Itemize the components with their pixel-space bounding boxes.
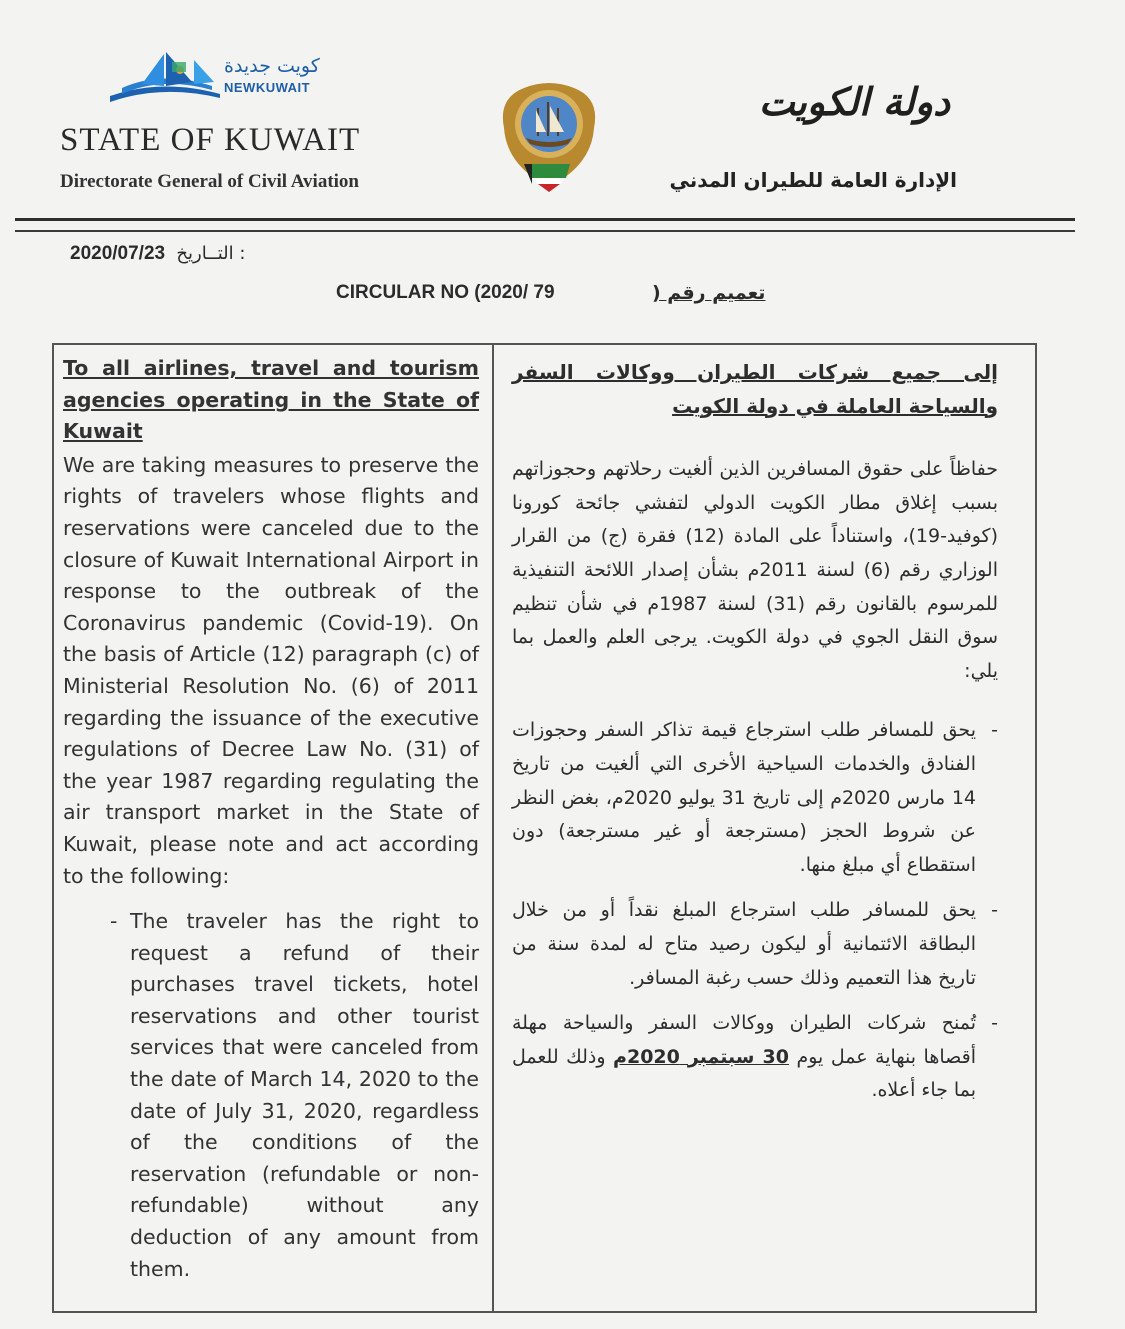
arabic-heading: إلى جميع شركات الطيران ووكالات السفر والسياحة العاملة في دولة الكويت <box>512 360 998 418</box>
arabic-bullet <box>512 714 998 882</box>
arabic-bullet-text: يحق للمسافر طلب استرجاع قيمة تذاكر السفر وحجوزات الفنادق والخدمات السياحية الأخرى التي ألغيت من تاريخ 14 مارس 2020م إلى تاريخ 31 يوليو 2020م، بغض النظر عن شروط الحجز (مسترجعة أو غير مسترجعة) دون استقطاع أي مبلغ منها. <box>512 719 976 876</box>
bullet-dash: - <box>991 719 998 742</box>
deadline-date: 30 سبتمبر 2020م <box>613 1045 789 1068</box>
arabic-bullet-text-end: وذلك للعمل بما جاء أعلاه. <box>512 1045 976 1102</box>
bullet-dash: - <box>991 1012 998 1035</box>
circular-number-arabic: تعميم رقم ( <box>652 282 766 304</box>
arabic-bullet <box>512 894 998 995</box>
state-title-arabic: دولة الكويت <box>758 80 950 124</box>
arabic-bullet-text: يحق للمسافر طلب استرجاع المبلغ نقداً أو من خلال البطاقة الائتمانية أو ليكون رصيد متاح له لمدة سنة من تاريخ هذا التعميم وذلك حسب رغبة المسافر. <box>512 899 976 989</box>
date-value: 2020/07/23 <box>70 243 166 264</box>
date-line <box>70 243 245 265</box>
arabic-column <box>512 356 998 1108</box>
english-column <box>63 353 479 1285</box>
header-rule-thick <box>15 218 1075 221</box>
english-bullet <box>63 906 479 1285</box>
english-bullet-text: The traveler has the right to request a refund of their purchases travel tickets, hotel reservations and other tourist services that were canceled from the date of March 14, 2020 to the date of July 31, 2020, regardless of the conditions of the reservation (refundable or non-refundable) without any deduction of any amount from them. <box>130 909 479 1281</box>
directorate-arabic: الإدارة العامة للطيران المدني <box>669 168 957 192</box>
column-divider <box>492 343 494 1313</box>
bullet-dash: - <box>110 909 118 934</box>
arabic-bullet <box>512 1007 998 1108</box>
arabic-intro: حفاظاً على حقوق المسافرين الذين ألغيت رحلاتهم وحجوزاتهم بسبب إغلاق مطار الكويت الدولي لتفشي جائحة كورونا (كوفيد-19)، واستناداً على المادة (12) فقرة (ج) من القرار الوزاري رقم (6) لسنة 2011م بشأن إصدار اللائحة التنفيذية للمرسوم بالقانون رقم (31) لسنة 1987م في شأن تنظيم سوق النقل الجوي في دولة الكويت. يرجى العلم والعمل بما يلي: <box>512 458 999 682</box>
date-label: التــاريخ : <box>176 243 246 264</box>
directorate-english: Directorate General of Civil Aviation <box>60 171 359 192</box>
brand-arabic: كويت جديدة <box>224 55 320 77</box>
english-heading: To all airlines, travel and tourism agencies operating in the State of Kuwait <box>63 356 479 444</box>
circular-number-english: CIRCULAR NO (2020/ 79 <box>336 282 555 303</box>
bullet-dash: - <box>991 899 998 922</box>
arabic-bullet-text-start: تُمنح شركات الطيران ووكالات السفر والسياحة مهلة أقصاها بنهاية عمل يوم <box>512 1012 976 1068</box>
kuwait-emblem-icon <box>494 78 604 198</box>
header-rule-thin <box>15 230 1075 232</box>
state-title-english: STATE OF KUWAIT <box>60 122 361 158</box>
brand-english: NEWKUWAIT <box>224 80 311 95</box>
english-intro: We are taking measures to preserve the rights of travelers whose flights and reservations were canceled due to the closure of Kuwait International Airport in response to the outbreak of the Coronavirus pandemic (Covid-19). On the basis of Article (12) paragraph (c) of Ministerial Resolution No. (6) of 2011 regarding the issuance of the executive regulations of Decree Law No. (31) of the year 1987 regarding regulating the air transport market in the State of Kuwait, please note and act according to the following: <box>63 452 479 888</box>
